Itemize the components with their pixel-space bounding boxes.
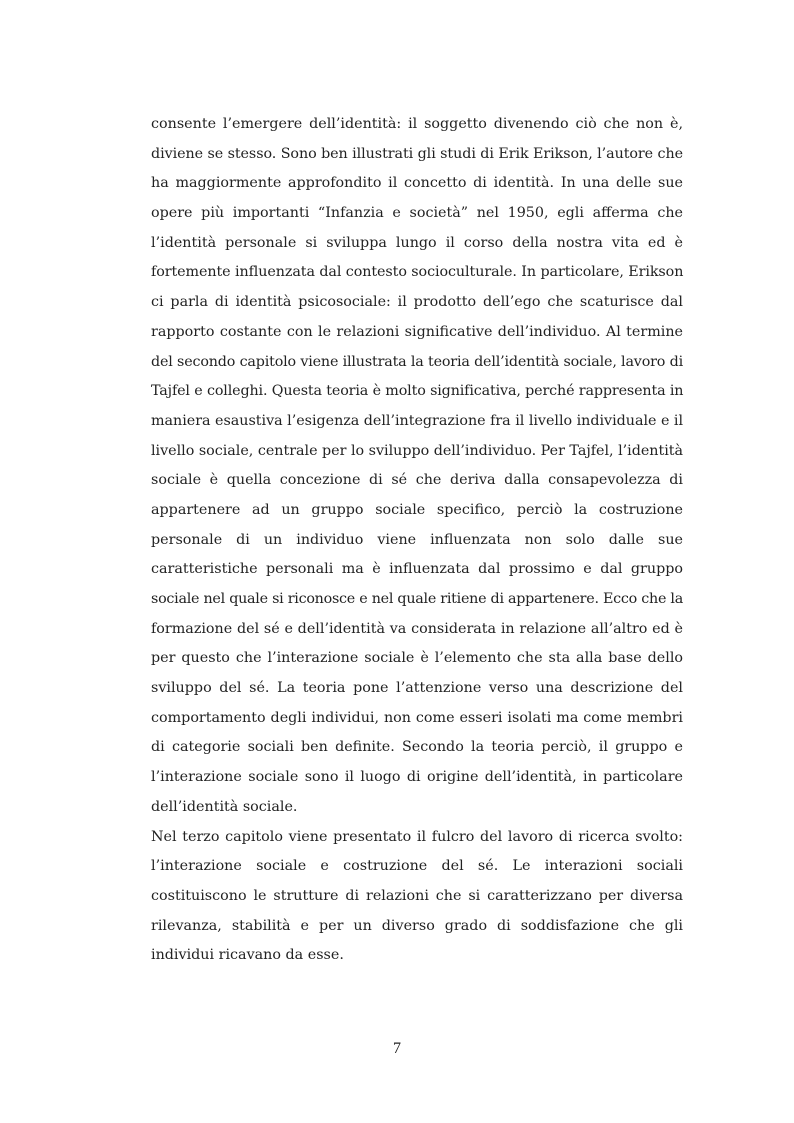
text-line: costituiscono le strutture di relazioni che si caratterizzano per diversa: [151, 887, 683, 904]
text-line: livello sociale, centrale per lo sviluppo dell’individuo. Per Tajfel, l’identità: [151, 442, 683, 459]
text-line: rilevanza, stabilità e per un diverso grado di soddisfazione che gli: [151, 917, 683, 934]
text-line: maniera esaustiva l’esigenza dell’integrazione fra il livello individuale e il: [151, 412, 684, 429]
text-line: fortemente influenzata dal contesto socioculturale. In particolare, Erikson: [151, 264, 684, 281]
paragraph-1: [151, 110, 683, 823]
text-line: appartenere ad un gruppo sociale specifico, perciò la costruzione: [151, 501, 683, 518]
paragraph-2: [151, 823, 683, 971]
text-line: diviene se stesso. Sono ben illustrati gli studi di Erik Erikson, l’autore che: [151, 145, 683, 162]
text-line: caratteristiche personali ma è influenzata dal prossimo e dal gruppo: [151, 561, 683, 578]
text-line: dell’identità sociale.: [151, 798, 298, 815]
text-line: opere più importanti “Infanzia e società” nel 1950, egli afferma che: [151, 205, 683, 222]
text-line: ha maggiormente approfondito il concetto di identità. In una delle sue: [151, 175, 683, 192]
text-line: Nel terzo capitolo viene presentato il fulcro del lavoro di ricerca svolto:: [151, 828, 683, 845]
text-line: formazione del sé e dell’identità va considerata in relazione all’altro ed è: [151, 620, 683, 637]
text-line: personale di un individuo viene influenzata non solo dalle sue: [151, 531, 683, 548]
text-line: consente l’emergere dell’identità: il soggetto divenendo ciò che non è,: [151, 116, 683, 132]
text-line: ci parla di identità psicosociale: il prodotto dell’ego che scaturisce dal: [151, 294, 683, 311]
text-line: sociale nel quale si riconosce e nel quale ritiene di appartenere. Ecco che la: [151, 591, 683, 607]
text-line: sociale è quella concezione di sé che deriva dalla consapevolezza di: [151, 472, 683, 489]
text-line: rapporto costante con le relazioni significative dell’individuo. Al termine: [151, 323, 683, 340]
body-text: [151, 110, 683, 971]
text-line: di categorie sociali ben definite. Secondo la teoria perciò, il gruppo e: [151, 739, 683, 756]
text-line: sviluppo del sé. La teoria pone l’attenzione verso una descrizione del: [151, 680, 683, 697]
text-line: l’identità personale si sviluppa lungo il corso della nostra vita ed è: [151, 234, 683, 251]
text-line: l’interazione sociale sono il luogo di origine dell’identità, in particolare: [151, 769, 683, 786]
text-line: per questo che l’interazione sociale è l’elemento che sta alla base dello: [151, 650, 683, 667]
text-line: Tajfel e colleghi. Questa teoria è molto significativa, perché rappresenta in: [151, 383, 684, 400]
page-number: 7: [393, 1040, 401, 1057]
text-line: comportamento degli individui, non come esseri isolati ma come membri: [151, 709, 683, 726]
text-line: del secondo capitolo viene illustrata la teoria dell’identità sociale, lavoro di: [151, 353, 683, 370]
text-line: individui ricavano da esse.: [151, 947, 344, 964]
text-line: l’interazione sociale e costruzione del sé. Le interazioni sociali: [151, 858, 683, 875]
